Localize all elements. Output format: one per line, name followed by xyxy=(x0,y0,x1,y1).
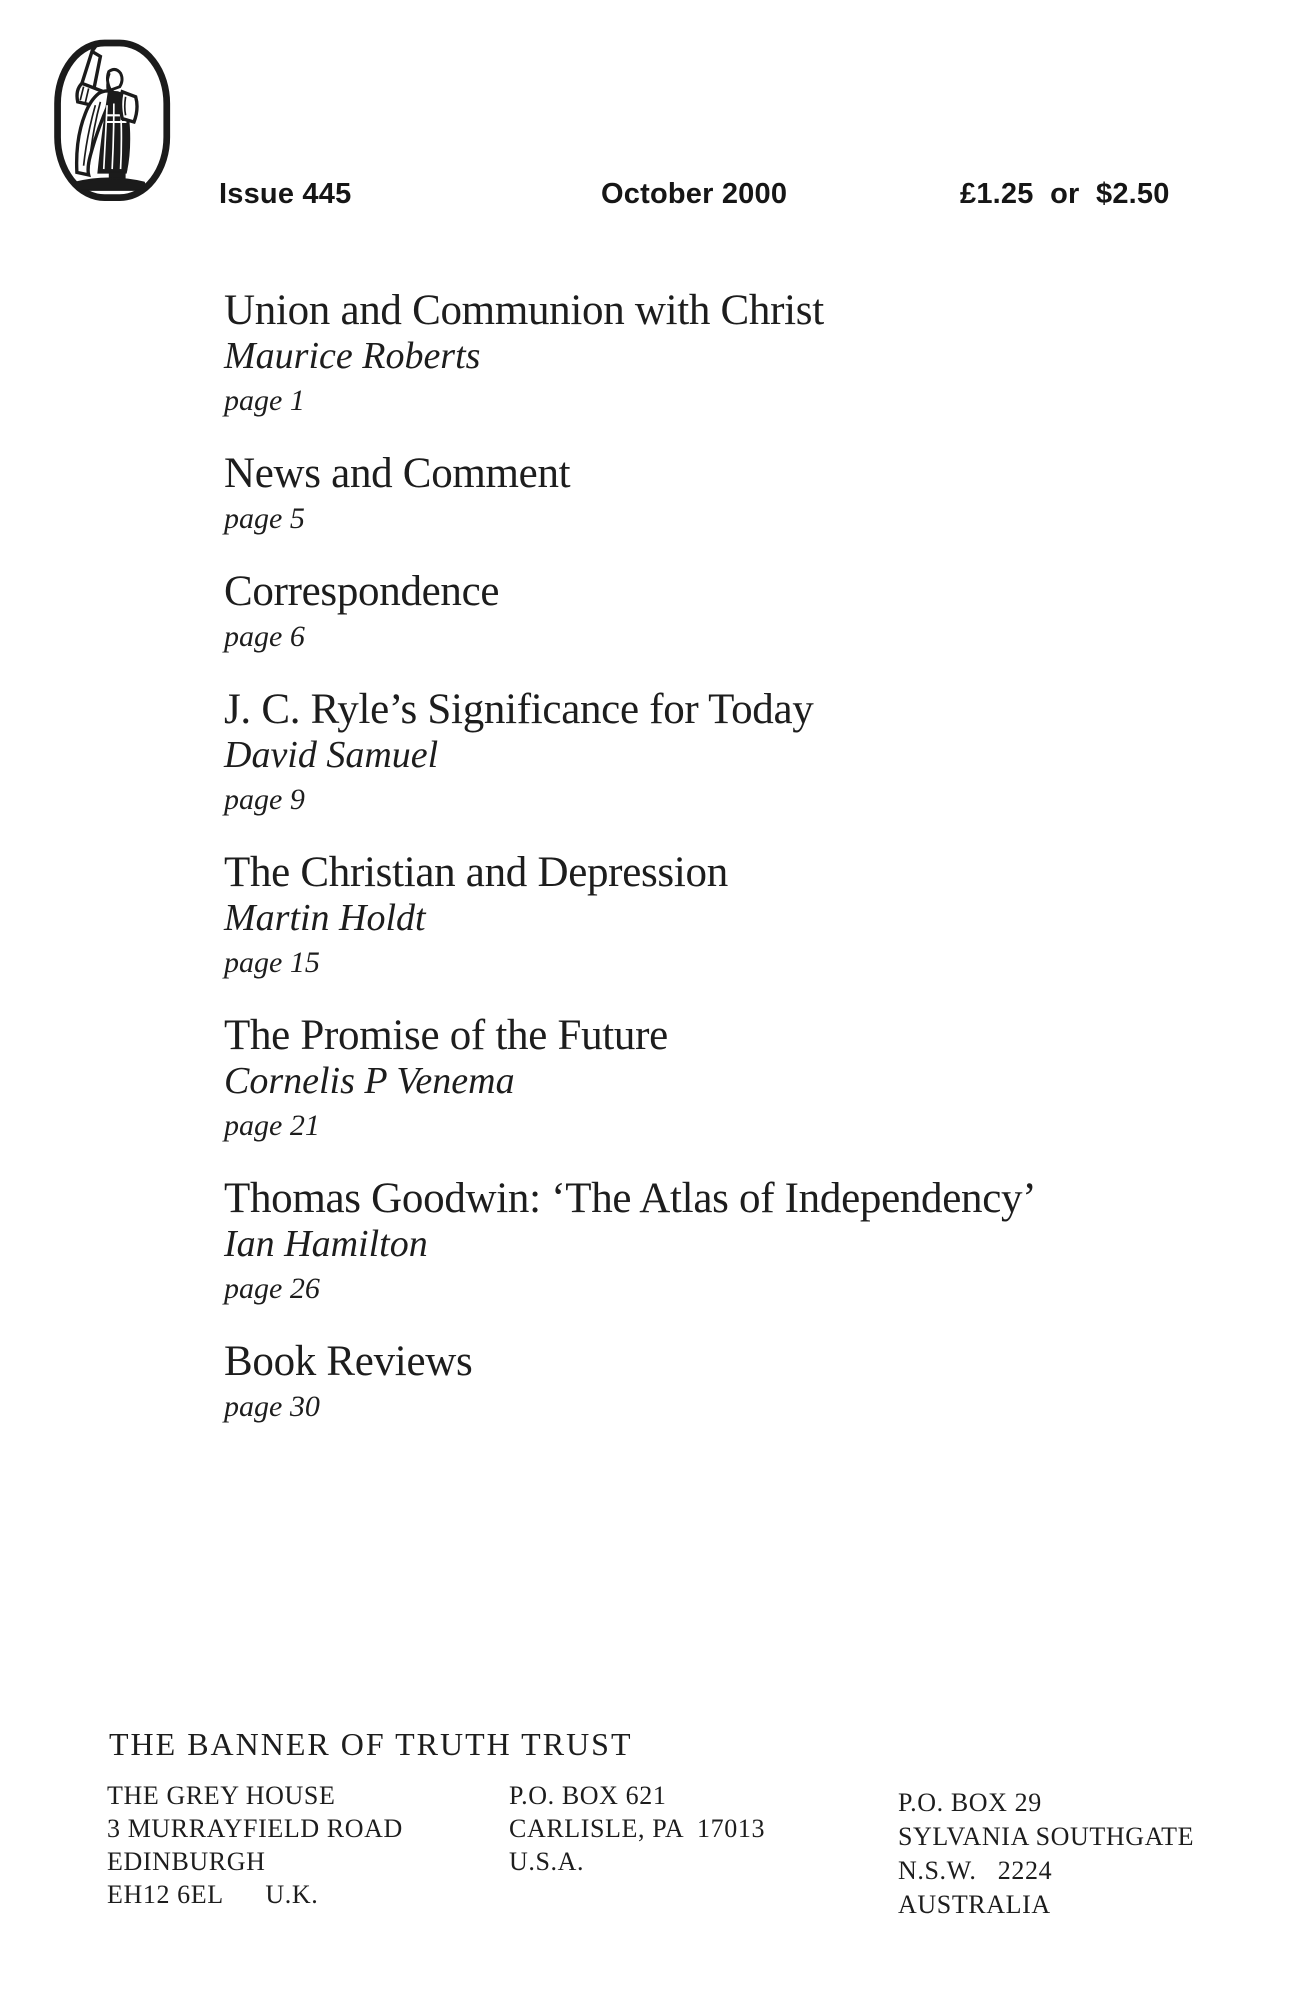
toc-entry xyxy=(224,1176,1204,1311)
address-line: U.S.A. xyxy=(509,1847,585,1876)
toc-page: page 1 xyxy=(224,384,305,417)
address-line: EDINBURGH xyxy=(107,1847,266,1876)
address-line: SYLVANIA SOUTHGATE xyxy=(898,1822,1195,1851)
toc-title: J. C. Ryle’s Significance for Today xyxy=(224,686,814,733)
address-line: 3 MURRAYFIELD ROAD xyxy=(107,1814,403,1843)
address-line: THE GREY HOUSE xyxy=(107,1781,336,1810)
toc-title: The Christian and Depression xyxy=(224,849,728,896)
toc-entry xyxy=(224,850,1204,985)
toc-entry xyxy=(224,288,1204,423)
publisher-address-australia xyxy=(898,1786,1194,1922)
address-line: AUSTRALIA xyxy=(898,1890,1051,1919)
toc-author: Ian Hamilton xyxy=(224,1223,428,1265)
address-line: N.S.W. 2224 xyxy=(898,1856,1053,1885)
address-line: EH12 6EL U.K. xyxy=(107,1880,319,1909)
toc-title: News and Comment xyxy=(224,450,571,497)
banner-of-truth-logo-icon xyxy=(50,32,176,212)
toc-entry xyxy=(224,451,1204,541)
toc-author: Cornelis P Venema xyxy=(224,1060,515,1102)
issue-number: Issue 445 xyxy=(219,178,352,210)
toc-page: page 6 xyxy=(224,620,305,653)
toc-entry xyxy=(224,1339,1204,1429)
toc-page: page 9 xyxy=(224,783,305,816)
toc-entry xyxy=(224,687,1204,822)
toc-title: Book Reviews xyxy=(224,1338,473,1385)
publisher-address-uk xyxy=(107,1779,403,1911)
table-of-contents xyxy=(224,288,1204,1457)
toc-title: The Promise of the Future xyxy=(224,1012,668,1059)
toc-title: Correspondence xyxy=(224,568,500,615)
toc-author: David Samuel xyxy=(224,734,439,776)
issue-date: October 2000 xyxy=(601,178,788,210)
address-line: P.O. BOX 621 xyxy=(509,1781,667,1810)
toc-author: Martin Holdt xyxy=(224,897,426,939)
toc-page: page 15 xyxy=(224,946,320,979)
toc-page: page 26 xyxy=(224,1272,320,1305)
toc-entry xyxy=(224,569,1204,659)
toc-title: Union and Communion with Christ xyxy=(224,287,824,334)
toc-title: Thomas Goodwin: ‘The Atlas of Independency’ xyxy=(224,1175,1037,1222)
address-line: CARLISLE, PA 17013 xyxy=(509,1814,766,1843)
address-line: P.O. BOX 29 xyxy=(898,1788,1042,1817)
toc-page: page 21 xyxy=(224,1109,320,1142)
toc-entry xyxy=(224,1013,1204,1148)
toc-author: Maurice Roberts xyxy=(224,335,481,377)
toc-page: page 30 xyxy=(224,1390,320,1423)
issue-price: £1.25 or $2.50 xyxy=(960,178,1170,210)
toc-page: page 5 xyxy=(224,502,305,535)
publisher-address-usa xyxy=(509,1779,765,1878)
publisher-name: THE BANNER OF TRUTH TRUST xyxy=(109,1726,633,1762)
